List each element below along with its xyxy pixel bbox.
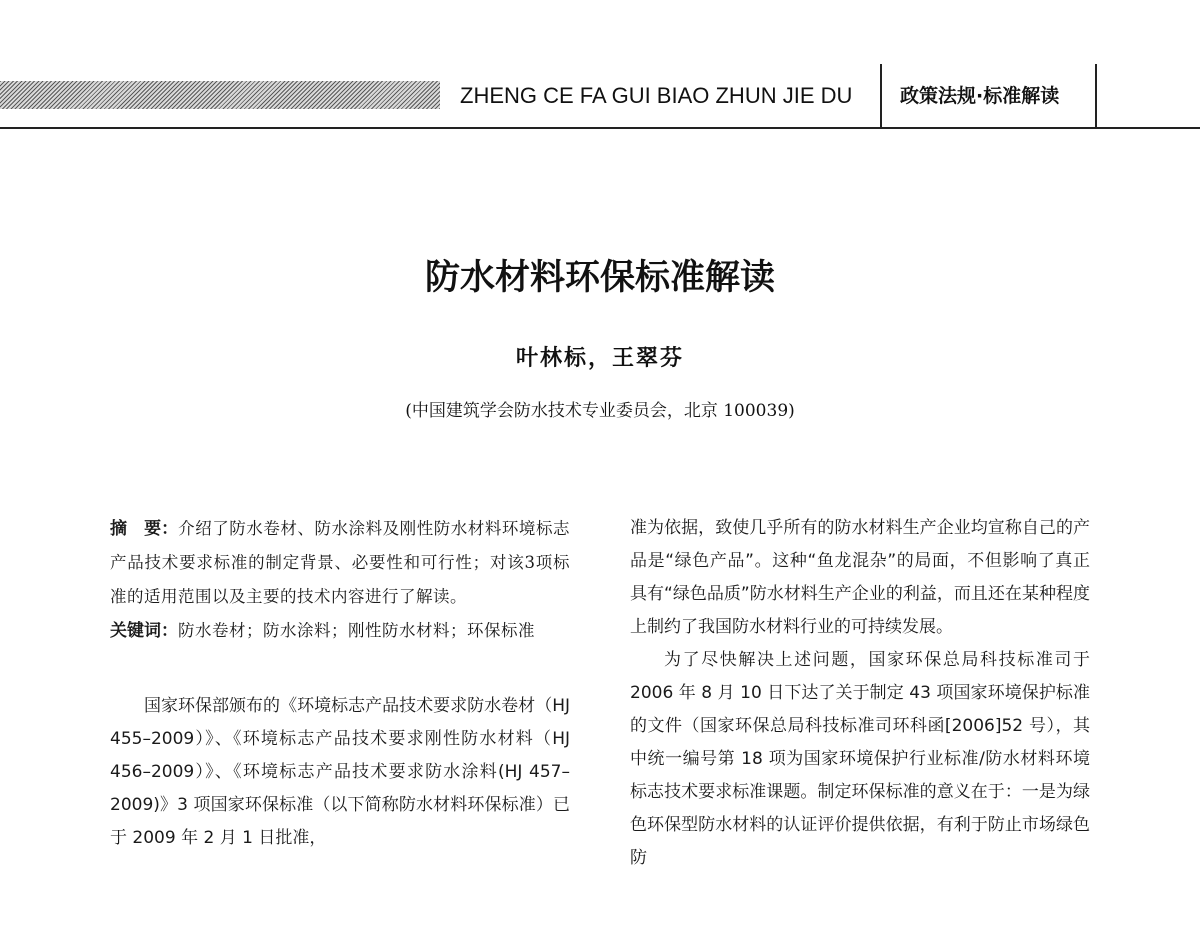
abstract-text: 介绍了防水卷材、防水涂料及刚性防水材料环境标志产品技术要求标准的制定背景、必要性和可行性；对该3项标准的适用范围以及主要的技术内容进行了解读。 — [110, 519, 571, 606]
header-rule — [0, 127, 1200, 129]
header-divider-right — [1095, 64, 1097, 128]
article-affiliation: (中国建筑学会防水技术专业委员会，北京 100039) — [405, 401, 795, 421]
abstract — [110, 512, 570, 614]
article-title: 防水材料环保标准解读 — [424, 258, 775, 298]
abstract-label: 摘 要： — [110, 519, 179, 539]
header-decorative-band — [0, 81, 440, 109]
keywords — [110, 614, 570, 648]
body-paragraph-right-1: 准为依据，致使几乎所有的防水材料生产企业均宣称自己的产品是“绿色产品”。这种“鱼龙混杂”的局面，不但影响了真正具有“绿色品质”防水材料生产企业的利益，而且还在某种程度上制约了我国防水材料行业的可持续发展。 — [630, 518, 1090, 637]
keywords-label: 关键词： — [110, 621, 178, 641]
article-authors: 叶林标，王翠芬 — [515, 346, 684, 371]
running-header-english: ZHENG CE FA GUI BIAO ZHUN JIE DU — [460, 83, 853, 108]
keywords-text: 防水卷材；防水涂料；刚性防水材料；环保标准 — [178, 621, 535, 640]
body-paragraph-right-2: 为了尽快解决上述问题，国家环保总局科技标准司于 2006 年 8 月 10 日下达了关于制定 43 项国家环境保护标准的文件（国家环保总局科技标准司环科函[2006]52 号），其中统一编号第 18 项为国家环境保护行业标准/防水材料环境标志技术要求标准课题。制定环保标准的意义在于：一是为绿色环保型防水材料的认证评价提供依据，有利于防止市场绿色防 — [630, 650, 1090, 868]
header-divider-left — [880, 64, 882, 128]
body-paragraph-left: 国家环保部颁布的《环境标志产品技术要求防水卷材（HJ 455–2009）》、《环境标志产品技术要求刚性防水材料（HJ 456–2009）》、《环境标志产品技术要求防水涂料(HJ 457–2009)》3 项国家环保标准（以下简称防水材料环保标准）已于 2009 年 2 月 1 日批准， — [110, 696, 570, 848]
left-column — [110, 512, 570, 855]
running-header-chinese: 政策法规·标准解读 — [900, 85, 1060, 107]
right-column — [630, 512, 1090, 875]
